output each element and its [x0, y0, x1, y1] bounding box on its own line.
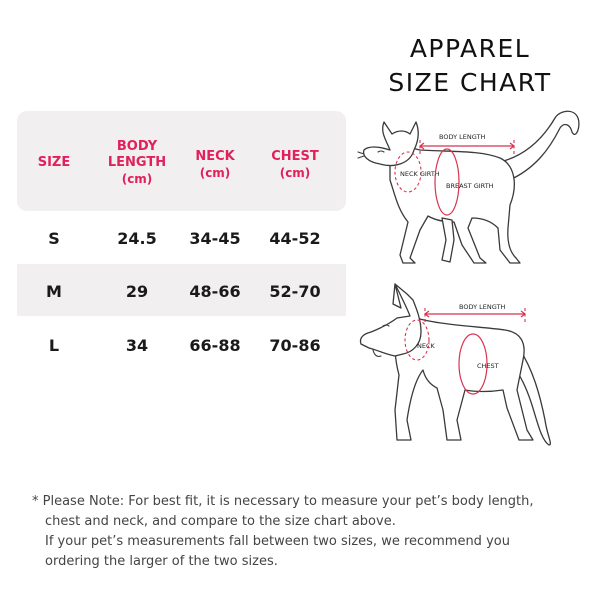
note-line-3: If your pet’s measurements fall between two sizes, we recommend you	[45, 534, 510, 549]
cell-body-length-m: 29	[125, 282, 149, 301]
note-line-2: chest and neck, and compare to the size chart above.	[45, 514, 396, 529]
cat-neck-girth-label	[400, 170, 440, 178]
cat-body-length-label: BODY LENGTH	[439, 133, 486, 141]
cell-size-l: L	[48, 336, 60, 355]
dog-illustration	[355, 280, 565, 450]
cell-chest-m: 52-70	[269, 282, 321, 301]
header-chest-unit: (cm)	[279, 166, 311, 180]
dog-chest-label: CHEST	[477, 362, 499, 370]
dog-head	[360, 284, 421, 356]
cell-size-m: M	[46, 282, 62, 301]
dog-body-length-label: BODY LENGTH	[459, 303, 506, 311]
cell-chest-s: 44-52	[269, 229, 321, 248]
dog-neck-label: NECK	[417, 342, 435, 350]
cell-body-length-s: 24.5	[117, 229, 157, 248]
cat-neck-girth-text: NECK GIRTH	[400, 170, 440, 178]
header-size-label: SIZE	[37, 155, 71, 170]
note-line-4: ordering the larger of the two sizes.	[45, 554, 278, 569]
header-chest	[260, 149, 330, 181]
title-line-2: SIZE CHART	[388, 68, 552, 97]
cat-illustration	[350, 110, 590, 275]
header-body-length-label: BODY LENGTH	[107, 139, 167, 170]
cell-chest-l: 70-86	[269, 336, 321, 355]
cell-neck-l: 66-88	[189, 336, 241, 355]
header-chest-label: CHEST	[271, 149, 319, 164]
note-line-1: * Please Note: For best fit, it is necessary to measure your pet’s body length,	[32, 494, 534, 509]
cat-breast-girth-label: BREAST GIRTH	[446, 182, 494, 190]
cell-size-s: S	[48, 229, 60, 248]
title-line-1: APPAREL	[409, 34, 531, 63]
page-title	[370, 32, 570, 100]
header-neck	[182, 149, 248, 181]
header-size	[29, 155, 79, 171]
header-body-length-unit: (cm)	[121, 172, 153, 186]
header-body-length	[95, 139, 179, 187]
fit-note	[32, 492, 572, 572]
cat-leg-front-right	[442, 218, 454, 262]
cell-body-length-l: 34	[125, 336, 149, 355]
cell-neck-s: 34-45	[189, 229, 241, 248]
header-neck-unit: (cm)	[199, 166, 231, 180]
cat-body	[390, 146, 520, 263]
cell-neck-m: 48-66	[189, 282, 241, 301]
header-neck-label: NECK	[195, 149, 235, 164]
